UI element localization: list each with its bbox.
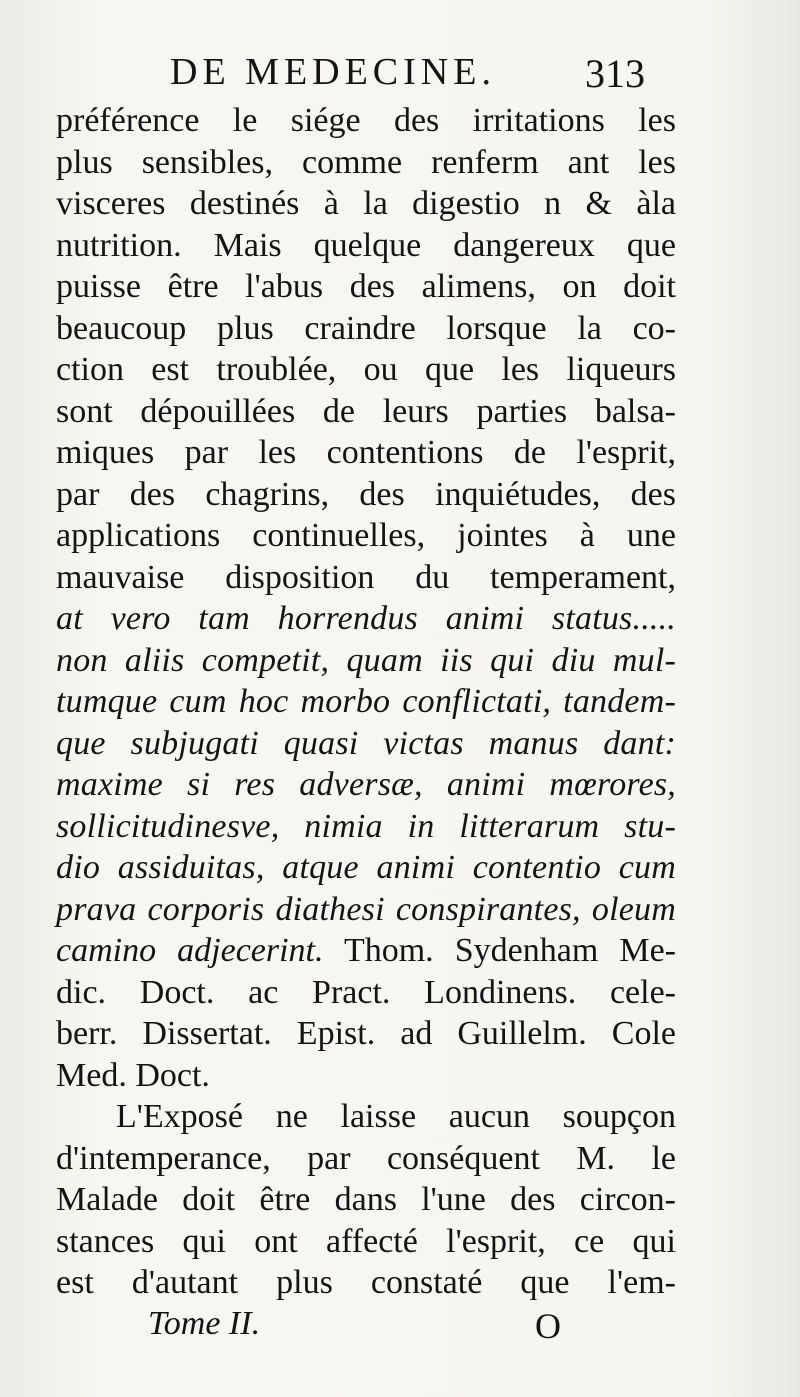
page-header bbox=[0, 50, 800, 100]
text-line: berr. Dissertat. Epist. ad Guillelm. Cole bbox=[56, 1015, 676, 1052]
text-line: maxime si res adversæ, animi mœrores, bbox=[56, 766, 676, 803]
text-line: beaucoup plus craindre lorsque la co- bbox=[56, 309, 676, 347]
text-line: est d'autant plus constaté que l'em- bbox=[56, 1264, 676, 1301]
text-line: tumque cum hoc morbo conflictati, tandem- bbox=[56, 683, 676, 720]
text-line: visceres destinés à la digestio n & àla bbox=[56, 185, 676, 222]
text-line: Med. Doct. bbox=[56, 1056, 210, 1094]
text-line bbox=[56, 930, 676, 972]
text-line: que subjugati quasi victas manus dant: bbox=[56, 724, 676, 762]
text-line: d'intemperance, par conséquent M. le bbox=[56, 1139, 676, 1177]
text-line: ction est troublée, ou que les liqueurs bbox=[56, 351, 676, 388]
italic-fragment: camino adjecerint. bbox=[56, 932, 324, 969]
page-number: 313 bbox=[585, 51, 645, 96]
text-line: dio assiduitas, atque animi contentio cum bbox=[56, 849, 676, 886]
text-line: at vero tam horrendus animi status..... bbox=[56, 600, 676, 637]
volume-label: Tome II. bbox=[148, 1305, 261, 1342]
text-line: prava corporis diathesi conspirantes, oleum bbox=[56, 890, 676, 928]
text-line: Malade doit être dans l'une des circon- bbox=[56, 1181, 676, 1218]
text-line: applications continuelles, jointes à une bbox=[56, 517, 676, 554]
text-line: stances qui ont affecté l'esprit, ce qui bbox=[56, 1222, 676, 1260]
text-line: miques par les contentions de l'esprit, bbox=[56, 434, 676, 471]
text-line: nutrition. Mais quelque dangereux que bbox=[56, 226, 676, 264]
text-line: sollicitudinesve, nimia in litterarum stu- bbox=[56, 807, 676, 845]
text-line: plus sensibles, comme renferm ant les bbox=[56, 143, 676, 181]
running-title: DE MEDECINE. bbox=[170, 51, 496, 93]
signature-mark: O bbox=[535, 1306, 561, 1346]
text-line: mauvaise disposition du temperament, bbox=[56, 558, 676, 596]
text-line: puisse être l'abus des alimens, on doit bbox=[56, 268, 676, 305]
text-line: par des chagrins, des inquiétudes, des bbox=[56, 475, 676, 513]
text-line: dic. Doct. ac Pract. Londinens. cele- bbox=[56, 973, 676, 1011]
text-line: préférence le siége des irritations les bbox=[56, 102, 676, 139]
roman-fragment: Thom. Sydenham Me- bbox=[323, 932, 676, 969]
body-text bbox=[56, 100, 676, 1304]
text-line: L'Exposé ne laisse aucun soupçon bbox=[116, 1098, 676, 1135]
text-line: sont dépouillées de leurs parties balsa- bbox=[56, 392, 676, 430]
text-line: non aliis competit, quam iis qui diu mul- bbox=[56, 641, 676, 679]
page-footer bbox=[0, 1305, 800, 1355]
